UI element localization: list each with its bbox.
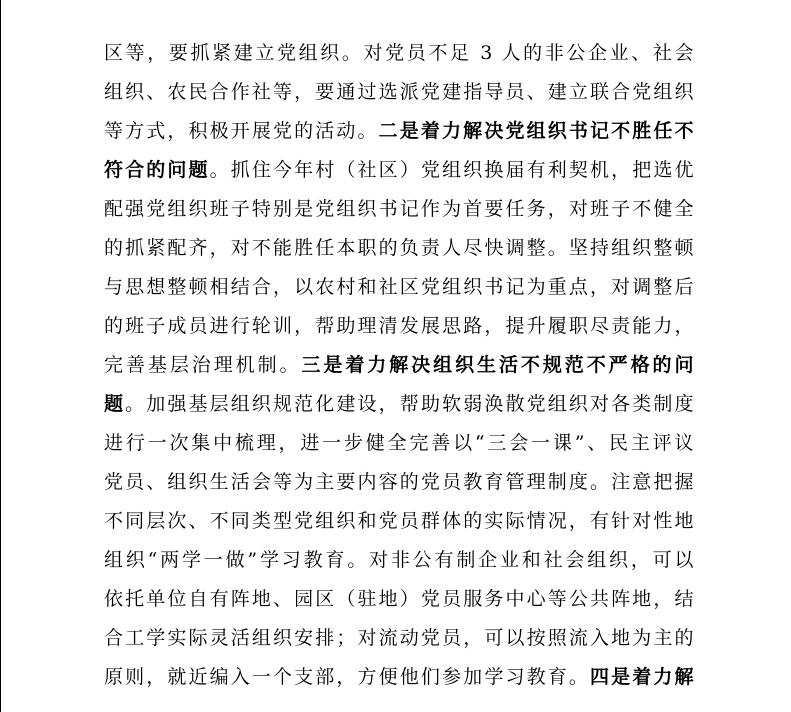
text-line <box>104 658 694 697</box>
body-text: 。加强基层组织规范化建设，帮助软弱涣散党组织对各类制度 <box>125 393 694 415</box>
body-text: 的抓紧配齐，对不能胜任本职的负责人尽快调整。坚持组织整顿 <box>104 237 694 259</box>
text-line <box>104 463 694 502</box>
body-text: 等方式，积极开展党的活动。 <box>104 120 379 142</box>
text-line <box>104 580 694 619</box>
bold-heading-text: 四是着力解 <box>589 666 694 688</box>
text-line <box>104 385 694 424</box>
text-line <box>104 34 694 73</box>
body-text: 不同层次、不同类型党组织和党员群体的实际情况，有针对性地 <box>104 510 694 532</box>
text-line <box>104 268 694 307</box>
text-line <box>104 307 694 346</box>
text-line <box>104 73 694 112</box>
text-line <box>104 151 694 190</box>
body-text: 完善基层治理机制。 <box>104 354 302 376</box>
body-text: 原则，就近编入一个支部，方便他们参加学习教育。 <box>104 666 590 688</box>
text-line <box>104 190 694 229</box>
body-text: 与思想整顿相结合，以农村和社区党组织书记为重点，对调整后 <box>104 276 694 298</box>
body-text: 。抓住今年村（社区）党组织换届有利契机，把选优 <box>209 159 694 181</box>
text-line <box>104 424 694 463</box>
bold-heading-text: 题 <box>104 393 126 415</box>
text-line <box>104 502 694 541</box>
body-text: 的班子成员进行轮训，帮助理清发展思路，提升履职尽责能力， <box>104 315 694 337</box>
text-line <box>104 346 694 385</box>
bold-heading-text: 二是着力解决党组织书记不胜任不 <box>378 120 694 142</box>
body-text: 进行一次集中梳理，进一步健全完善以“三会一课”、民主评议 <box>104 432 694 454</box>
body-text: 组织“两学一做”学习教育。对非公有制企业和社会组织，可以 <box>104 549 694 571</box>
text-line <box>104 229 694 268</box>
document-body <box>104 34 694 697</box>
bold-heading-text: 三是着力解决组织生活不规范不严格的问 <box>301 354 694 376</box>
text-line <box>104 541 694 580</box>
body-text: 配强党组织班子特别是党组织书记作为首要任务，对班子不健全 <box>104 198 694 220</box>
body-text: 组织、农民合作社等，要通过选派党建指导员、建立联合党组织 <box>104 81 694 103</box>
body-text: 党员、组织生活会等为主要内容的党员教育管理制度。注意把握 <box>104 471 694 493</box>
bold-heading-text: 符合的问题 <box>104 159 210 181</box>
text-line <box>104 619 694 658</box>
body-text: 合工学实际灵活组织安排；对流动党员，可以按照流入地为主的 <box>104 627 694 649</box>
text-line <box>104 112 694 151</box>
body-text: 区等，要抓紧建立党组织。对党员不足 3 人的非公企业、社会 <box>104 42 694 64</box>
page-left-edge <box>0 0 1 712</box>
body-text: 依托单位自有阵地、园区（驻地）党员服务中心等公共阵地，结 <box>104 588 694 610</box>
